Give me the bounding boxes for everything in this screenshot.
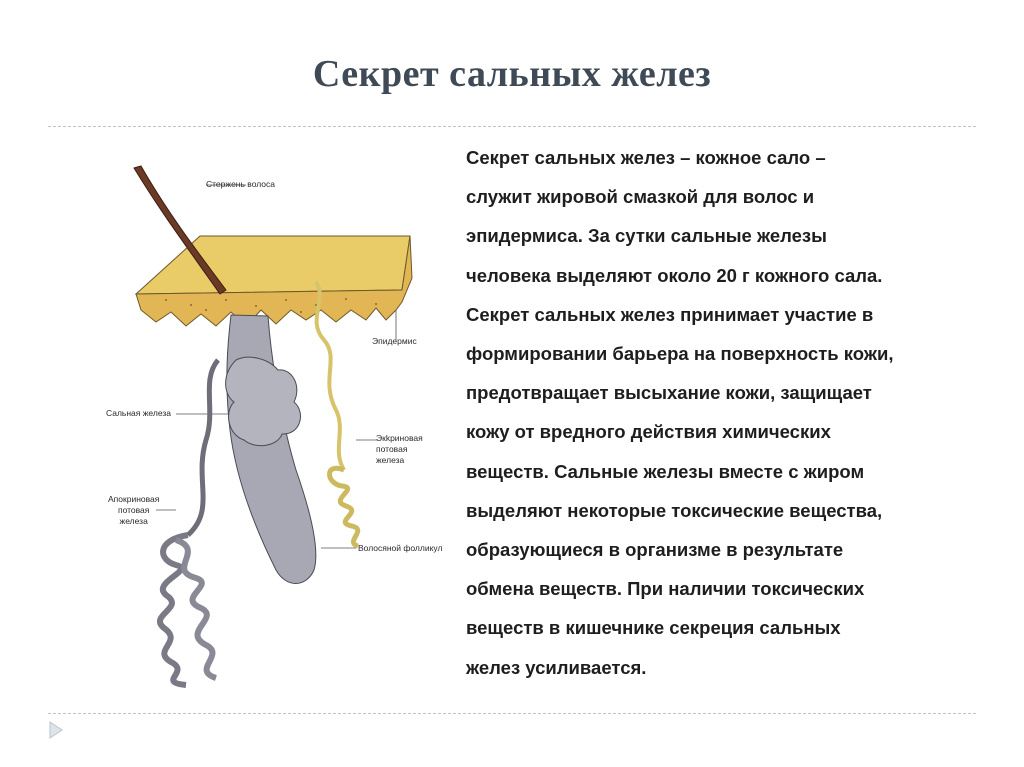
body-line: служит жировой смазкой для волос и	[466, 186, 815, 208]
body-line: эпидермиса. За сутки сальные железы	[466, 225, 827, 247]
body-line: желез усиливается.	[466, 656, 647, 678]
slide-title: Секрет сальных желез	[312, 53, 712, 95]
body-line: человека выделяют около 20 г кожного сала.	[466, 264, 883, 286]
body-line: веществ в кишечнике секреция сальных	[466, 617, 841, 639]
body-line: предотвращает высыхание кожи, защищает	[466, 382, 872, 404]
label-sebaceous-gland: Сальная железа	[106, 408, 171, 418]
body-line: образующиеся в организме в результате	[466, 539, 844, 561]
top-divider	[48, 126, 976, 127]
skin-anatomy-figure	[96, 150, 456, 695]
label-hair-follicle: Волосяной фолликул	[358, 543, 443, 553]
bottom-divider	[48, 713, 976, 714]
body-text	[466, 138, 986, 687]
body-line: выделяют некоторые токсические вещества,	[466, 499, 883, 521]
label-epidermis: Эпидермис	[372, 336, 417, 346]
body-line: Секрет сальных желез принимает участие в	[466, 303, 874, 325]
body-line: Секрет сальных желез – кожное сало –	[466, 147, 826, 168]
skin-anatomy-illustration	[96, 150, 456, 695]
triangle-right-icon[interactable]	[48, 720, 64, 745]
label-eccrine-gland: Экkриновая потовая железа	[376, 433, 423, 465]
body-line: формировании барьера на поверхность кожи,	[466, 343, 894, 365]
body-line: кожу от вредного действия химических	[466, 421, 831, 443]
body-line: обмена веществ. При наличии токсических	[466, 578, 865, 600]
label-apocrine-gland: Апокриновая потовая железа	[108, 494, 160, 526]
label-hair-shaft: Стержень волоса	[206, 179, 276, 189]
body-line: веществ. Сальные железы вместе с жиром	[466, 460, 865, 482]
